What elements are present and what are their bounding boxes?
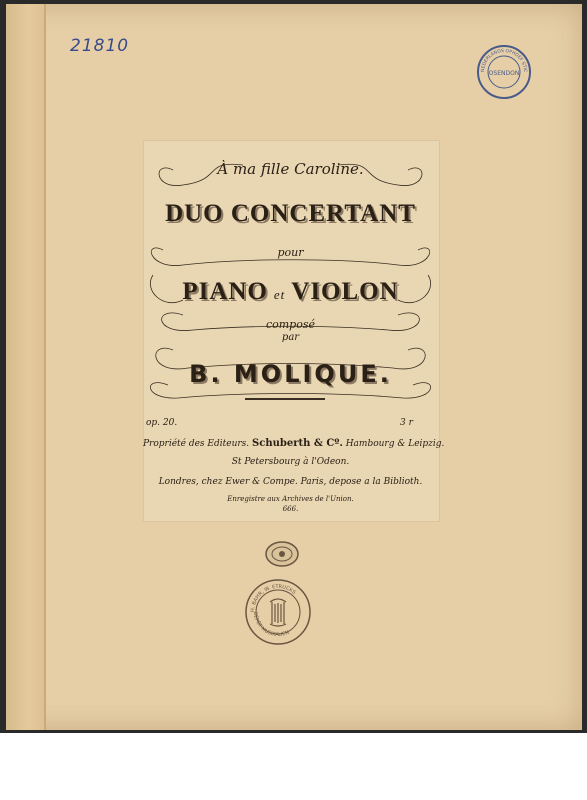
london-paris-line: Londres, chez Ewer & Compe. Paris, depose a la Biblioth. — [158, 477, 423, 487]
oval-stamp-icon — [264, 540, 300, 568]
opus-number: op. 20. — [146, 418, 178, 428]
publisher-line — [143, 438, 445, 449]
publisher-prefix: Propriété des Editeurs. — [143, 439, 250, 449]
compose-label: composé — [265, 318, 316, 331]
conjunction: et — [273, 287, 286, 302]
pour-label: pour — [277, 246, 304, 259]
instruments — [143, 278, 438, 306]
library-stamp-icon — [476, 44, 532, 100]
shelf-number: 21810 — [70, 36, 130, 56]
registration-line: Enregistre aux Archives de l'Union. — [227, 495, 354, 503]
library-stamp-ring: NEDERLANDS OPHOEF STIC — [480, 48, 528, 73]
music-dealer-seal-icon — [244, 578, 312, 646]
title-rule — [245, 398, 325, 400]
seal-ring-bottom: DÉPÔT MUSIKALIEN — [251, 611, 291, 639]
petersburg-line: St Petersbourg à l'Odeon. — [231, 457, 350, 467]
binding-strip — [6, 4, 44, 730]
instrument-violin: VIOLON — [291, 278, 399, 305]
price: 3 r — [400, 418, 413, 428]
library-stamp-center: OSENDON — [488, 70, 520, 77]
plate-number: 666. — [282, 505, 299, 513]
publisher-suffix: Hambourg & Leipzig. — [345, 439, 445, 449]
binding-edge — [44, 4, 46, 730]
composer-name: B. MOLIQUE. — [189, 360, 392, 388]
par-label: par — [281, 332, 300, 343]
instrument-piano: PIANO — [182, 278, 268, 305]
dedication: À ma fille Caroline. — [217, 160, 364, 178]
publisher-name: Schuberth & Cº. — [252, 438, 343, 449]
svg-text:NEDERLANDS OPHOEF STICHTING — [476, 44, 528, 72]
work-title: DUO CONCERTANT — [165, 200, 416, 227]
seal-ring-top: H. BAHR, W. ETRUCKS — [249, 583, 297, 613]
